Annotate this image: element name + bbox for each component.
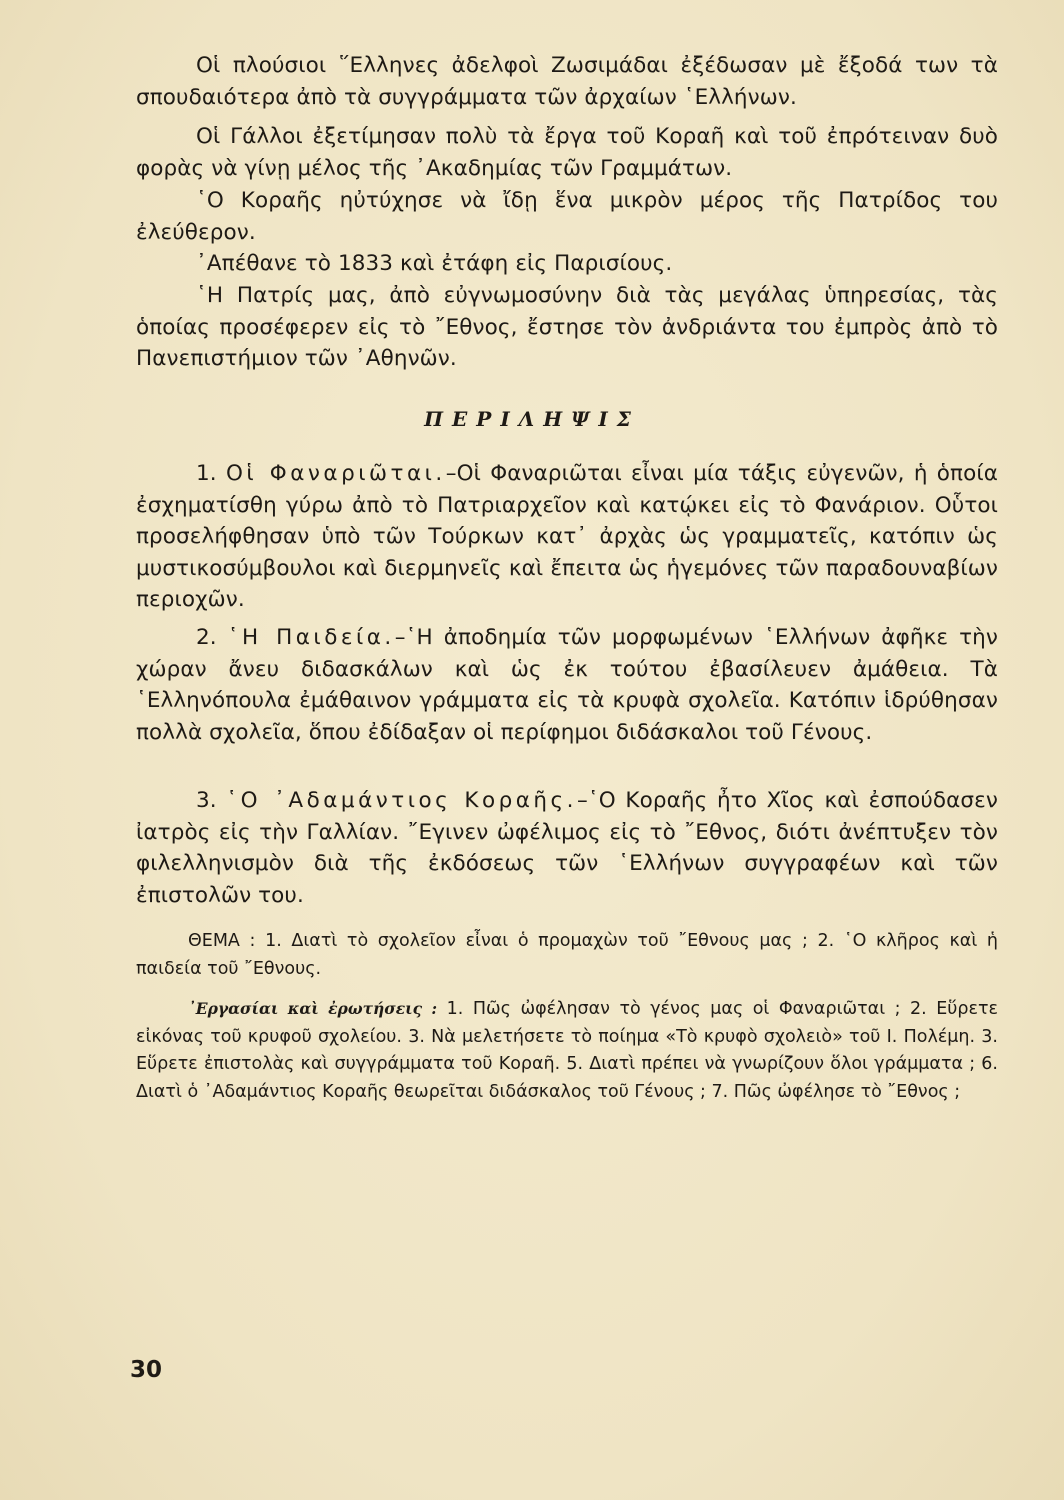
paragraph-death: ᾿Απέθανε τὸ 1833 καὶ ἐτάφη εἰς Παρισίους. <box>196 251 673 276</box>
summary-item-number: 3. <box>196 788 217 813</box>
summary-item-education <box>136 622 998 748</box>
summary-item-title: ῾Ο ᾿Αδαμάντιος Κοραῆς. <box>226 788 577 813</box>
summary-item-title: Οἱ Φαναριῶται. <box>225 461 446 486</box>
summary-heading: ΠΕΡΙΛΗΨΙΣ <box>424 407 640 431</box>
summary-item-dash: – <box>577 788 588 813</box>
exercises-text: 1. Πῶς ὠφέλησαν τὸ γένος μας οἱ Φαναριῶται ; 2. Εὕρετε εἰκόνας τοῦ κρυφοῦ σχολείου. 3. Νὰ μελετήσετε τὸ ποίημα «Τὸ κρυφὸ σχολειὸ» τοῦ Ι. Πολέμη. 3. Εὕρετε ἐπιστολὰς καὶ συγγράμματα τοῦ Κοραῆ. 5. Διατὶ πρέπει νὰ γνωρίζουν ὅλοι γράμματα ; 6. Διατὶ ὁ ᾿Αδαμάντιος Κοραῆς θεωρεῖται διδάσκαλος τοῦ Γένους ; 7. Πῶς ὠφέλησε τὸ ῎Εθνος ; <box>136 999 998 1102</box>
paragraph-statue: ῾Η Πατρίς μας, ἀπὸ εὐγνωμοσύνην διὰ τὰς μεγάλας ὑπηρεσίας, τὰς ὁποίας προσέφερεν εἰς τὸ ῎Εθνος, ἔστησε τὸν ἀνδριάντα του ἐμπρὸς ἀπὸ τὸ Πανεπιστήμιον τῶν ᾿Αθηνῶν. <box>136 283 998 371</box>
summary-item-number: 2. <box>196 625 217 650</box>
thema-text: 1. Διατὶ τὸ σχολεῖον εἶναι ὁ προμαχὼν τοῦ ῎Εθνους μας ; 2. ῾Ο κλῆρος καὶ ἡ παιδεία τοῦ ῎Εθνους. <box>136 931 998 979</box>
page-number: 30 <box>130 1357 163 1383</box>
summary-item-text: Οἱ Φαναριῶται εἶναι μία τάξις εὐγενῶν, ἡ ὁποία ἐσχηματίσθη γύρω ἀπὸ τὸ Πατριαρχεῖον καὶ κατῴκει εἰς τὸ Φανάριον. Οὗτοι προσελήφθησαν ὑπὸ τῶν Τούρκων κατ᾿ ἀρχὰς ὡς γραμματεῖς, κατόπιν ὡς μυστικοσύμβουλοι καὶ διερμηνεῖς καὶ ἔπειτα ὡς ἡγεμόνες τῶν παραδουναβίων περιοχῶν. <box>136 461 998 612</box>
paragraph-zosimades: Οἱ πλούσιοι ῞Ελληνες ἀδελφοὶ Ζωσιμάδαι ἐξέδωσαν μὲ ἔξοδά των τὰ σπουδαιότερα ἀπὸ τὰ συγγράμματα τῶν ἀρχαίων ῾Ελλήνων. <box>136 53 998 110</box>
summary-item-text: ῾Η ἀποδημία τῶν μορφωμένων ῾Ελλήνων ἀφῆκε τὴν χώραν ἄνευ διδασκάλων καὶ ὡς ἐκ τούτου ἐβασίλευεν ἀμάθεια. Τὰ ῾Ελληνόπουλα ἐμάθαινον γράμματα εἰς τὰ κρυφὰ σχολεῖα. Κατόπιν ἱδρύθησαν πολλὰ σχολεῖα, ὅπου ἐδίδαξαν οἱ περίφημοι διδάσκαλοι τοῦ Γένους. <box>136 625 998 745</box>
thema-label: ΘΕΜΑ : <box>188 931 256 951</box>
paragraph-free-homeland: ῾Ο Κοραῆς ηὐτύχησε νὰ ἴδῃ ἕνα μικρὸν μέρος τῆς Πατρίδος του ἐλεύθερον. <box>136 188 998 245</box>
summary-item-korais <box>136 785 998 911</box>
summary-item-dash: – <box>394 625 406 650</box>
paragraph-french-academy: Οἱ Γάλλοι ἐξετίμησαν πολὺ τὰ ἔργα τοῦ Κοραῆ καὶ τοῦ ἐπρότειναν δυὸ φορὰς νὰ γίνῃ μέλος τῆς ᾿Ακαδημίας τῶν Γραμμάτων. <box>136 124 998 181</box>
summary-item-title: ῾Η Παιδεία. <box>227 625 395 650</box>
summary-item-text: ῾Ο Κοραῆς ἦτο Χῖος καὶ ἐσπούδασεν ἰατρὸς εἰς τὴν Γαλλίαν. ῎Εγινεν ὠφέλιμος εἰς τὸ ῎Εθνος, διότι ἀνέπτυξεν τὸν φιλελληνισμὸν διὰ τῆς ἐκδόσεως τῶν ῾Ελλήνων συγγραφέων καὶ τῶν ἐπιστολῶν του. <box>136 788 998 908</box>
summary-item-number: 1. <box>196 461 217 486</box>
summary-item-dash: – <box>445 461 457 486</box>
thema-block <box>136 928 998 983</box>
exercises-label: ᾿Εργασίαι καὶ ἐρωτήσεις : <box>188 999 438 1018</box>
summary-item-phanariotes <box>136 458 998 616</box>
exercises-block <box>136 995 998 1106</box>
